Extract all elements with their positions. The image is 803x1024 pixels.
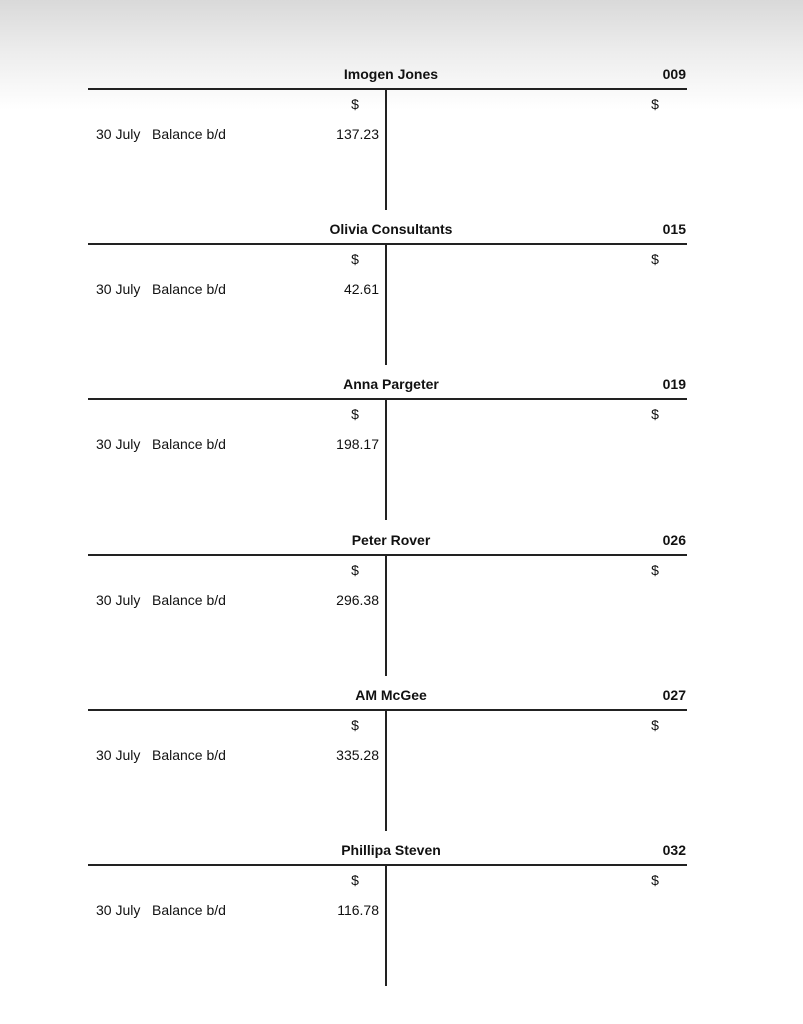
entry-amount: 116.78 [337,902,379,918]
ledger-account-peter-rover [0,531,803,686]
entry-description: Balance b/d [152,126,226,142]
credit-currency-label: $ [651,717,659,733]
t-account-top-rule [88,864,687,866]
entry-amount: 198.17 [336,436,379,452]
credit-currency-label: $ [651,872,659,888]
t-account-center-rule [385,709,387,831]
account-number: 009 [662,66,686,82]
account-name: Anna Pargeter [343,376,439,392]
account-name: Imogen Jones [343,66,439,82]
debit-currency-label: $ [351,562,359,578]
entry-description: Balance b/d [152,592,226,608]
credit-currency-label: $ [651,406,659,422]
credit-currency-label: $ [651,251,659,267]
entry-date: 30 July [96,592,141,608]
account-number: 019 [662,376,686,392]
account-name: AM McGee [355,687,427,703]
entry-description: Balance b/d [152,902,226,918]
entry-amount: 42.61 [343,281,379,297]
t-account-top-rule [88,398,687,400]
credit-currency-label: $ [651,96,659,112]
entry-amount: 335.28 [336,747,379,763]
entry-description: Balance b/d [152,747,226,763]
entry-description: Balance b/d [152,281,226,297]
t-account-center-rule [385,243,387,365]
t-account-center-rule [385,88,387,210]
account-name: Phillipa Steven [341,842,441,858]
t-account-top-rule [88,88,687,90]
t-account-center-rule [385,864,387,986]
debit-currency-label: $ [351,717,359,733]
t-account-center-rule [385,554,387,676]
account-name: Peter Rover [351,532,431,548]
entry-date: 30 July [96,436,141,452]
ledger-account-am-mcgee [0,686,803,841]
entry-date: 30 July [96,747,141,763]
ledger-account-imogen-jones [0,65,803,220]
account-number: 026 [662,532,686,548]
account-number: 027 [662,687,686,703]
credit-currency-label: $ [651,562,659,578]
ledger-account-olivia-consultants [0,220,803,375]
entry-amount: 137.23 [336,126,379,142]
ledger-account-phillipa-steven [0,841,803,996]
debit-currency-label: $ [351,872,359,888]
t-account-top-rule [88,709,687,711]
t-account-center-rule [385,398,387,520]
entry-amount: 296.38 [336,592,379,608]
debit-currency-label: $ [351,251,359,267]
debit-currency-label: $ [351,96,359,112]
entry-date: 30 July [96,902,141,918]
debit-currency-label: $ [351,406,359,422]
account-name: Olivia Consultants [329,221,453,237]
entry-date: 30 July [96,281,141,297]
entry-description: Balance b/d [152,436,226,452]
account-number: 015 [662,221,686,237]
t-account-top-rule [88,243,687,245]
ledger-account-anna-pargeter [0,375,803,530]
entry-date: 30 July [96,126,141,142]
account-number: 032 [662,842,686,858]
t-account-top-rule [88,554,687,556]
